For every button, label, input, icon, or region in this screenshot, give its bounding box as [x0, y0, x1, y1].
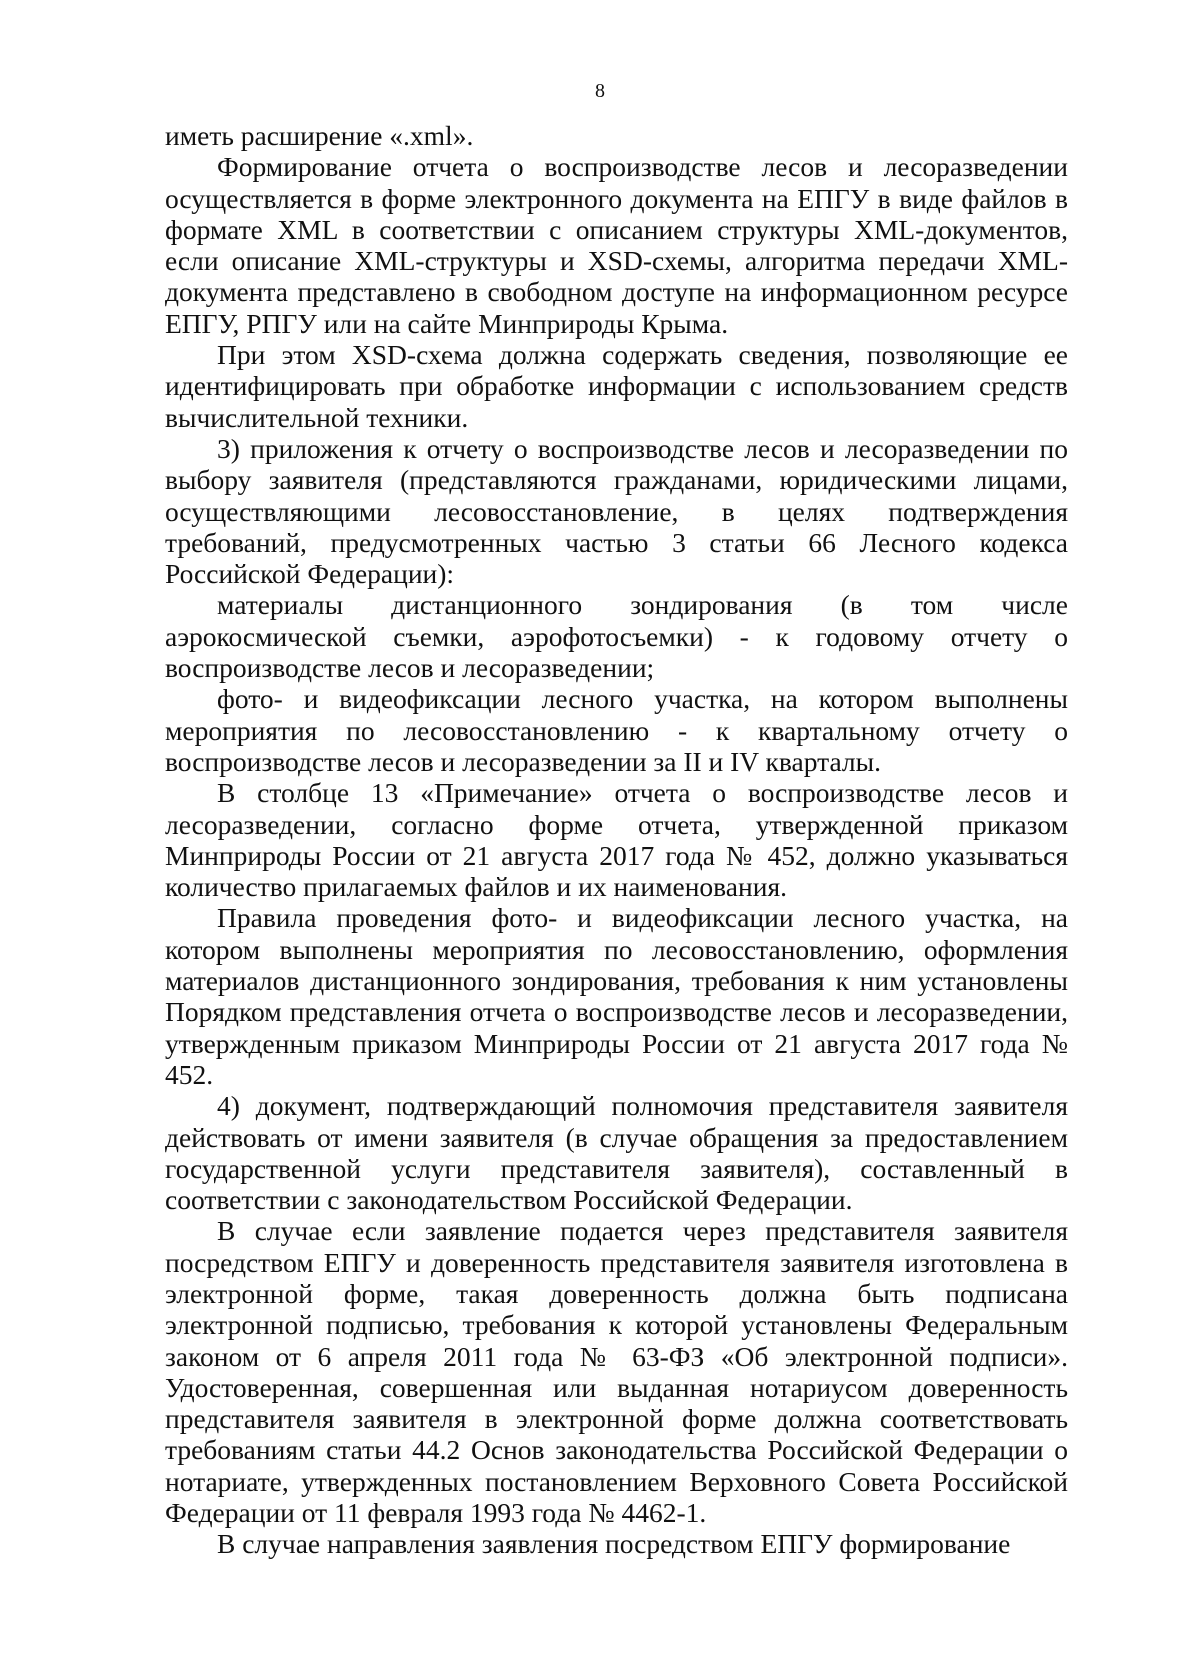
page-number: 8: [595, 80, 605, 102]
paragraph-epgu-submission: В случае направления заявления посредством ЕПГУ формирование: [217, 1528, 1011, 1560]
paragraph-remote-sensing: материалы дистанционного зондирования (в том числе аэрокосмической съемки, аэрофотосъемки) - к годовому отчету о воспроизводстве лесов и лесоразведении;: [165, 589, 1068, 684]
paragraph-xsd-schema: При этом XSD-схема должна содержать сведения, позволяющие ее идентифицировать при обработке информации с использованием средств вычислительной техники.: [165, 339, 1068, 433]
paragraph-report-format: Формирование отчета о воспроизводстве лесов и лесоразведении осуществляется в форме электронного документа на ЕПГУ в виде файлов в формате XML в соответствии с описанием структуры XML-документов, если описание XML-структуры и XSD-схемы, алгоритма передачи XML-документа представлено в свободном доступе на информационном ресурсе ЕПГУ, РПГУ или на сайте Минприроды Крыма.: [165, 151, 1068, 339]
paragraph-continuation: иметь расширение «.xml».: [165, 120, 474, 151]
paragraph-rules: Правила проведения фото- и видеофиксации лесного участка, на котором выполнены мероприятия по лесовосстановлению, оформления материалов дистанционного зондирования, требования к ним установлены Порядком представления отчета о воспроизводстве лесов и лесоразведении, утвержденным приказом Минприроды России от 21 августа 2017 года № 452.: [165, 902, 1068, 1090]
paragraph-power-of-attorney: В случае если заявление подается через представителя заявителя посредством ЕПГУ и доверенность представителя заявителя изготовлена в электронной форме, такая доверенность должна быть подписана электронной подписью, требования к которой установлены Федеральным законом от 6 апреля 2011 года № 63-ФЗ «Об электронной подписи». Удостоверенная, совершенная или выданная нотариусом доверенность представителя заявителя в электронной форме должна соответствовать требованиям статьи 44.2 Основ законодательства Российской Федерации о нотариате, утвержденных постановлением Верховного Совета Российской Федерации от 11 февраля 1993 года № 4462-1.: [165, 1215, 1068, 1529]
paragraph-item-4-authority: 4) документ, подтверждающий полномочия представителя заявителя действовать от имени заявителя (в случае обращения за предоставлением государственной услуги представителя заявителя), составленный в соответствии с законодательством Российской Федерации.: [165, 1090, 1068, 1216]
paragraph-photo-video: фото- и видеофиксации лесного участка, на котором выполнены мероприятия по лесовосстановлению - к квартальному отчету о воспроизводстве лесов и лесоразведении за II и IV кварталы.: [165, 683, 1068, 777]
document-body: [165, 120, 1068, 1560]
paragraph-item-3-attachments: 3) приложения к отчету о воспроизводстве лесов и лесоразведении по выбору заявителя (представляются гражданами, юридическими лицами, осуществляющими лесовосстановление, в целях подтверждения требований, предусмотренных частью 3 статьи 66 Лесного кодекса Российской Федерации):: [165, 432, 1068, 590]
paragraph-column-13: В столбце 13 «Примечание» отчета о воспроизводстве лесов и лесоразведении, согласно форме отчета, утвержденной приказом Минприроды России от 21 августа 2017 года № 452, должно указываться количество прилагаемых файлов и их наименования.: [165, 777, 1068, 903]
